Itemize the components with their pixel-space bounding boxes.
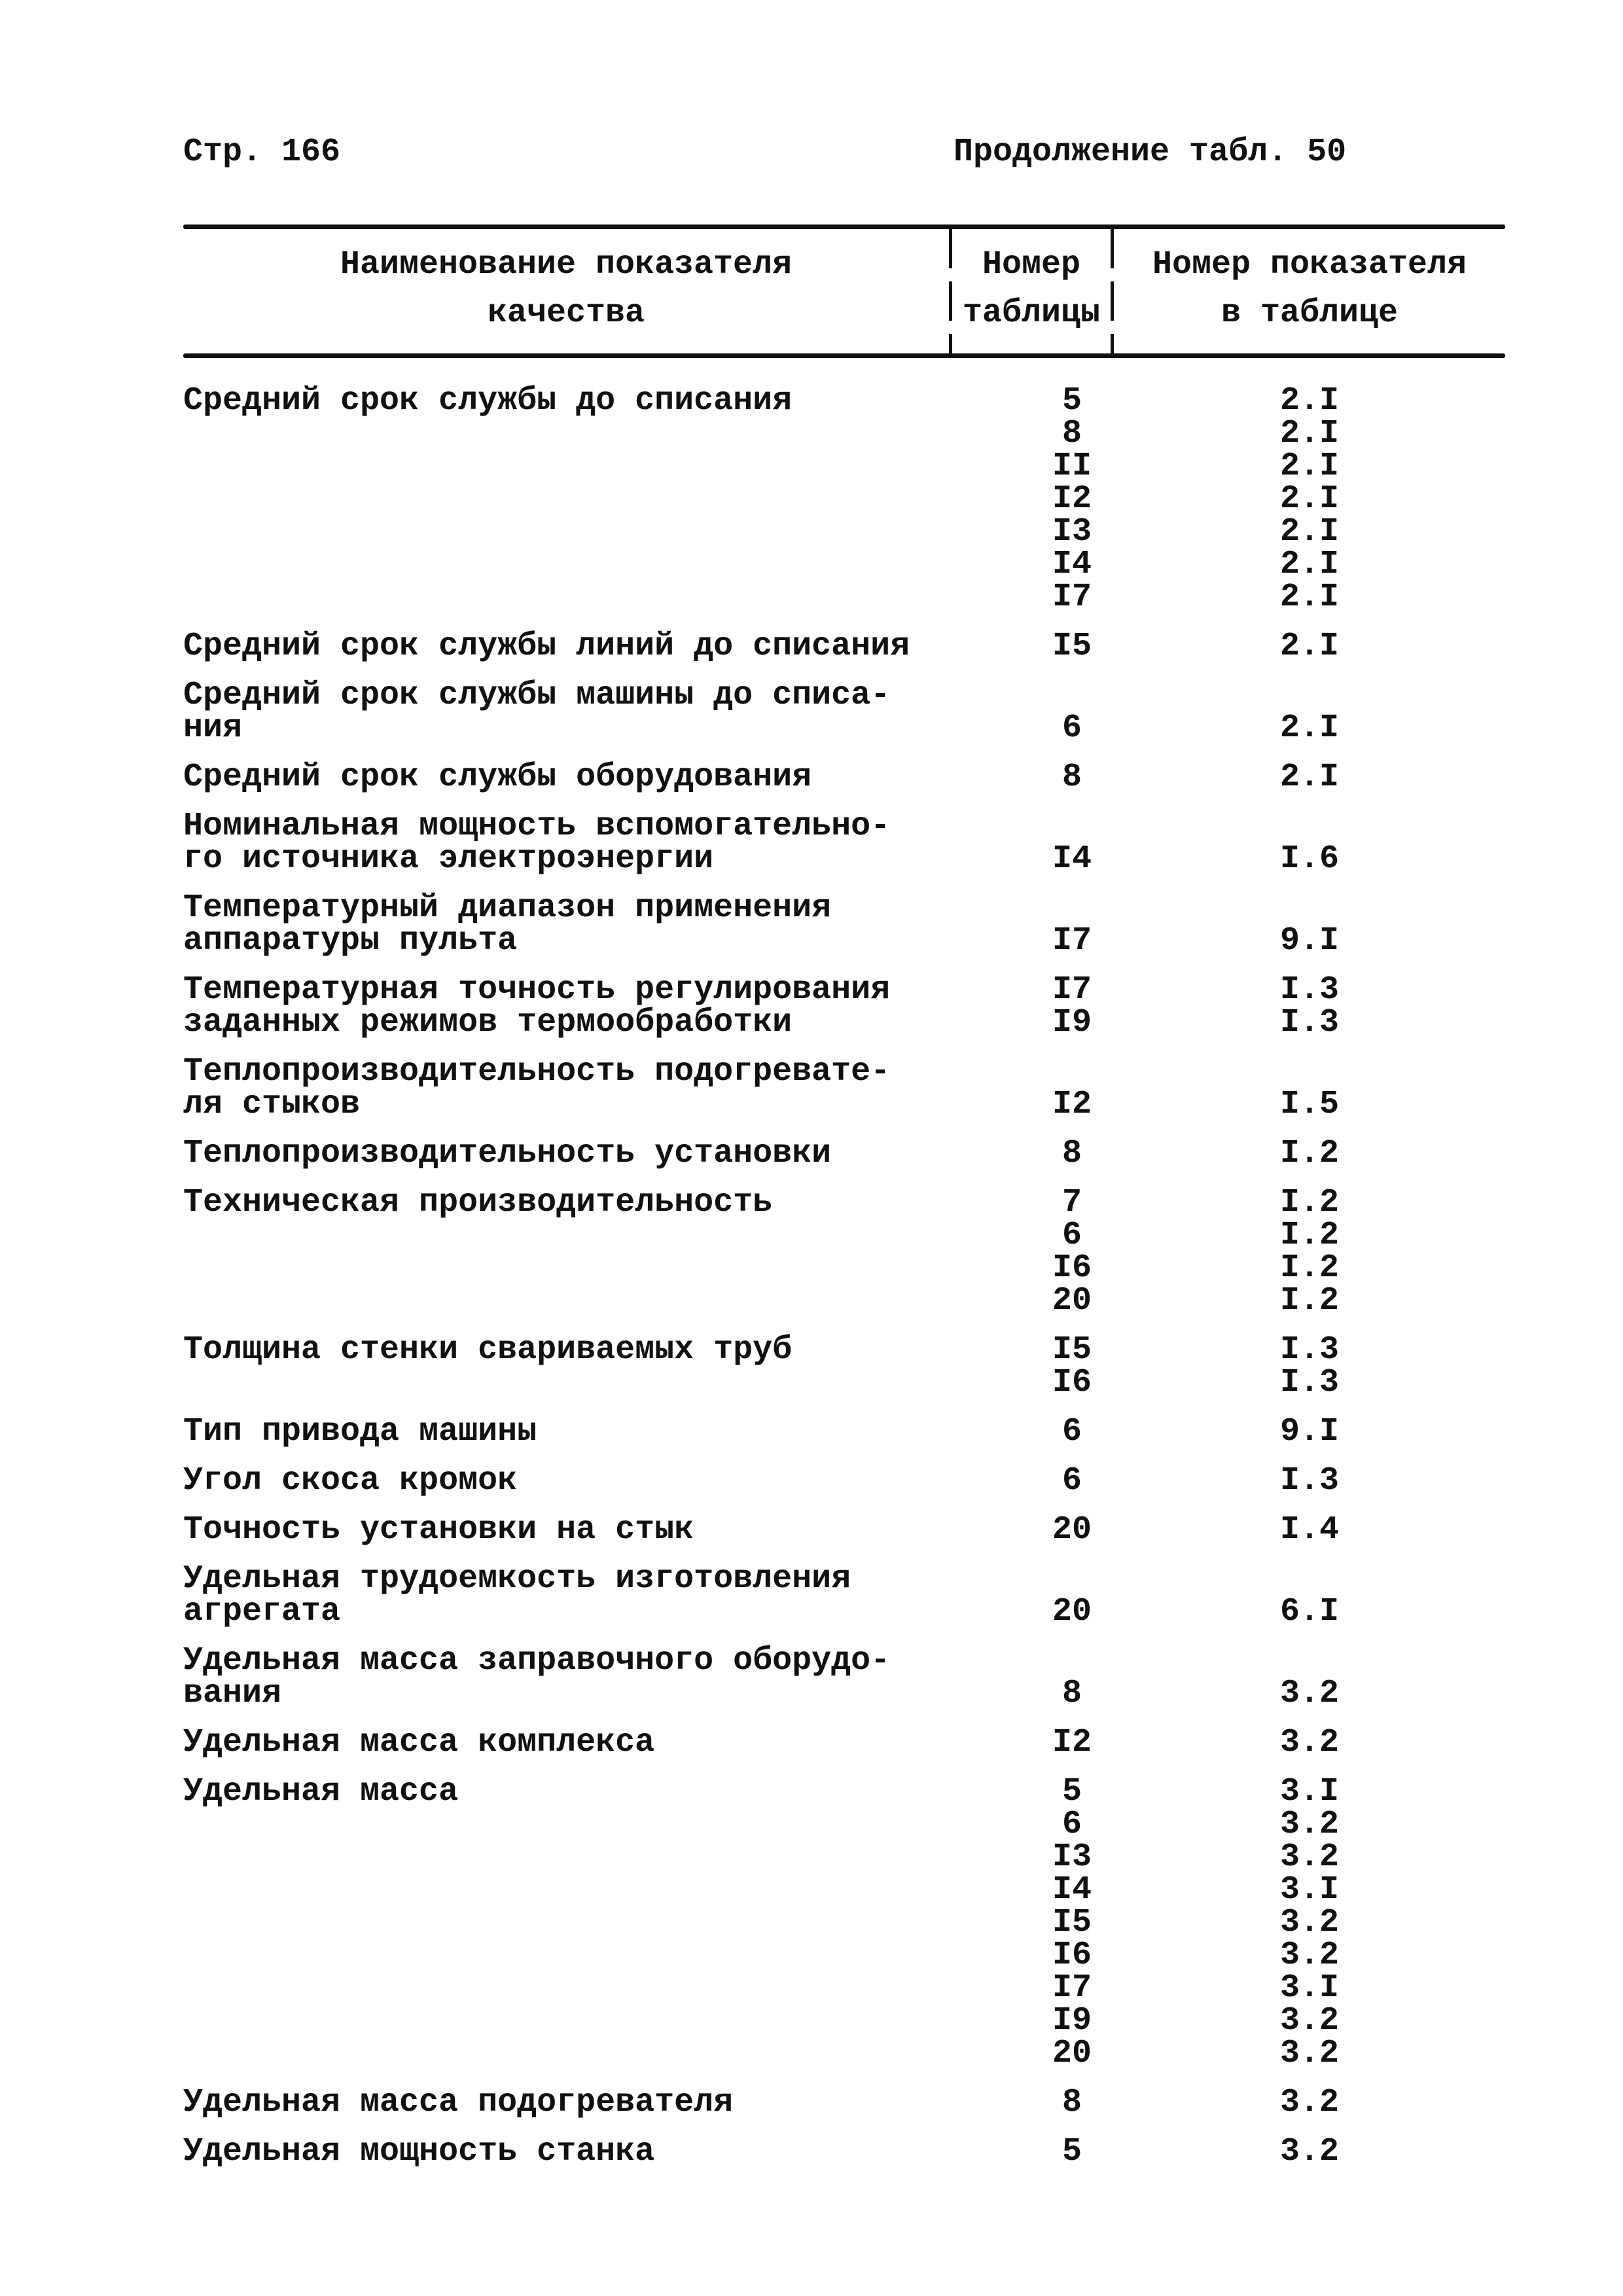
table-number: 6 — [1061, 1413, 1082, 1450]
indicator-number: I.3 — [1279, 1364, 1339, 1401]
table-number-cell — [1003, 1645, 1141, 1710]
table-number: 6 — [1061, 1806, 1082, 1843]
indicator-name: Угол скоса кромок — [183, 1462, 518, 1499]
indicator-number: 2.I — [1279, 628, 1339, 665]
indicator-number: I.2 — [1279, 1184, 1339, 1221]
table-number: 5 — [1061, 382, 1082, 420]
table-number: 7 — [1061, 1184, 1082, 1221]
table-row — [183, 630, 1505, 663]
indicator-number-cell — [1221, 1462, 1398, 1499]
indicator-number-cell — [1221, 679, 1398, 745]
indicator-number: I.6 — [1279, 840, 1339, 878]
table-number: I6 — [1052, 1249, 1092, 1287]
table-number-cell — [1003, 630, 1141, 663]
table-number-cell — [1003, 382, 1141, 616]
table-number: I7 — [1052, 971, 1092, 1009]
indicator-number: 2.I — [1279, 480, 1339, 518]
indicator-number-cell — [1221, 630, 1398, 663]
table-number: I7 — [1052, 1969, 1092, 2007]
indicator-name: Точность установки на стык — [183, 1511, 694, 1549]
table-number: I4 — [1052, 840, 1092, 878]
table-number-cell — [1003, 1462, 1141, 1499]
indicator-number-cell — [1221, 1645, 1398, 1710]
table-number-cell — [1003, 810, 1141, 876]
table-number: I4 — [1052, 546, 1092, 583]
indicator-number-cell — [1221, 1135, 1398, 1172]
indicator-number: I.2 — [1279, 1217, 1339, 1254]
table-continuation-title: Продолжение табл. 50 — [954, 134, 1347, 171]
table-number-cell — [1003, 1773, 1141, 2072]
column-header-name: Наименование показателя качества — [340, 246, 793, 332]
table-number: 20 — [1052, 1282, 1092, 1319]
indicator-number-cell — [1221, 892, 1398, 958]
indicator-number: 6.I — [1279, 1593, 1339, 1630]
indicator-name: Удельная мощность станка — [183, 2133, 655, 2170]
indicator-name: Толщина стенки свариваемых труб — [183, 1331, 793, 1369]
indicator-number-cell — [1221, 1511, 1398, 1549]
indicator-name: Средний срок службы оборудования — [183, 759, 812, 796]
indicator-number-cell — [1221, 810, 1398, 876]
table-number: 8 — [1061, 1135, 1082, 1172]
indicator-name: Удельная трудоемкость изготовления агрегата — [183, 1560, 851, 1630]
table-number-cell — [1003, 2133, 1141, 2170]
table-number: I3 — [1052, 1839, 1092, 1876]
indicator-number: 3.I — [1279, 1773, 1339, 1810]
table-number: I7 — [1052, 922, 1092, 960]
table-row — [183, 679, 1505, 745]
table-number-cell — [1003, 1563, 1141, 1628]
table-row — [183, 382, 1505, 616]
table-number-cell — [1003, 679, 1141, 745]
indicator-number-cell — [1221, 1413, 1398, 1450]
indicator-number: I.3 — [1279, 1462, 1339, 1499]
indicator-name: Теплопроизводительность подогревате- ля стыков — [183, 1053, 891, 1123]
table-number: 20 — [1052, 2035, 1092, 2072]
indicator-number: 9.I — [1279, 922, 1339, 960]
indicator-number: 2.I — [1279, 759, 1339, 796]
table-number-cell — [1003, 761, 1141, 794]
table-number: 20 — [1052, 1593, 1092, 1630]
indicator-name: Тип привода машины — [183, 1413, 537, 1450]
indicator-number: 3.2 — [1279, 2133, 1339, 2170]
table-number: II — [1052, 448, 1092, 485]
table-number: I5 — [1052, 628, 1092, 665]
indicator-name: Удельная масса подогревателя — [183, 2084, 734, 2121]
indicator-number-cell — [1221, 2084, 1398, 2121]
indicator-number: 3.2 — [1279, 1675, 1339, 1712]
table-number: I3 — [1052, 513, 1092, 550]
indicator-number: I.5 — [1279, 1086, 1339, 1123]
indicator-number: 2.I — [1279, 513, 1339, 550]
page-number: Стр. 166 — [183, 134, 341, 171]
indicator-name: Температурная точность регулирования заданных режимов термообработки — [183, 971, 891, 1041]
table-row — [183, 1413, 1505, 1450]
column-header-indicator-no: Номер показателя в таблице — [1152, 246, 1467, 332]
indicator-number: I.2 — [1279, 1249, 1339, 1287]
table-row — [183, 2084, 1505, 2121]
header-top-rule — [183, 224, 1505, 229]
indicator-number: 3.2 — [1279, 1904, 1339, 1941]
indicator-number: I.2 — [1279, 1282, 1339, 1319]
header-bottom-rule — [183, 353, 1505, 358]
table-number: I7 — [1052, 579, 1092, 616]
table-row — [183, 1773, 1505, 2072]
table-row — [183, 1642, 1505, 1712]
table-number: 8 — [1061, 2084, 1082, 2121]
indicator-number: 2.I — [1279, 448, 1339, 485]
table-number-cell — [1003, 1184, 1141, 1319]
indicator-name: Средний срок службы до списания — [183, 382, 793, 420]
indicator-number-cell — [1221, 1331, 1398, 1401]
table-row — [183, 1511, 1505, 1549]
indicator-number: 3.2 — [1279, 1724, 1339, 1761]
indicator-number-cell — [1221, 1773, 1398, 2072]
table-number: I2 — [1052, 480, 1092, 518]
column-header-table-no: Номер таблицы — [962, 246, 1101, 332]
indicator-number: I.4 — [1279, 1511, 1339, 1549]
table-number: 6 — [1061, 1217, 1082, 1254]
table-number-cell — [1003, 2084, 1141, 2121]
table-number: I9 — [1052, 2002, 1092, 2039]
table-number: 8 — [1061, 415, 1082, 452]
table-number: I9 — [1052, 1004, 1092, 1041]
table-number-cell — [1003, 892, 1141, 958]
indicator-name: Удельная масса — [183, 1773, 459, 1810]
indicator-number: I.3 — [1279, 1331, 1339, 1369]
table-number-cell — [1003, 971, 1141, 1041]
table-number: I6 — [1052, 1937, 1092, 1974]
table-row — [183, 1560, 1505, 1630]
table-row — [183, 2133, 1505, 2170]
indicator-number-cell — [1221, 2133, 1398, 2170]
indicator-number: 3.2 — [1279, 1937, 1339, 1974]
indicator-number: 3.2 — [1279, 1839, 1339, 1876]
table-number: I2 — [1052, 1086, 1092, 1123]
indicator-name: Средний срок службы машины до списа- ния — [183, 677, 891, 747]
table-number: 20 — [1052, 1511, 1092, 1549]
table-row — [183, 1053, 1505, 1123]
table-number-cell — [1003, 1511, 1141, 1549]
table-number-cell — [1003, 1135, 1141, 1172]
indicator-number: 3.2 — [1279, 1806, 1339, 1843]
table-number-cell — [1003, 1056, 1141, 1121]
table-row — [183, 810, 1505, 876]
table-row — [183, 1331, 1505, 1401]
table-number: I4 — [1052, 1871, 1092, 1909]
table-number: I6 — [1052, 1364, 1092, 1401]
table-body — [183, 382, 1505, 2185]
indicator-name: Теплопроизводительность установки — [183, 1135, 832, 1172]
indicator-number: 9.I — [1279, 1413, 1339, 1450]
indicator-name: Удельная масса комплекса — [183, 1724, 655, 1761]
table-number: I5 — [1052, 1904, 1092, 1941]
indicator-name: Удельная масса заправочного оборудо- вания — [183, 1642, 891, 1712]
table-number-cell — [1003, 1331, 1141, 1401]
indicator-number: 2.I — [1279, 709, 1339, 747]
table-number-cell — [1003, 1724, 1141, 1761]
indicator-number-cell — [1221, 1184, 1398, 1319]
indicator-number: 2.I — [1279, 579, 1339, 616]
table-row — [183, 1724, 1505, 1761]
indicator-number-cell — [1221, 971, 1398, 1041]
indicator-number: I.3 — [1279, 971, 1339, 1009]
table-number: 5 — [1061, 2133, 1082, 2170]
indicator-number: 3.2 — [1279, 2084, 1339, 2121]
table-number: 6 — [1061, 709, 1082, 747]
indicator-number: 2.I — [1279, 382, 1339, 420]
table-number: 6 — [1061, 1462, 1082, 1499]
table-number: 8 — [1061, 759, 1082, 796]
indicator-number: I.3 — [1279, 1004, 1339, 1041]
indicator-number: 3.2 — [1279, 2002, 1339, 2039]
indicator-number: 2.I — [1279, 415, 1339, 452]
indicator-name: Средний срок службы линий до списания — [183, 628, 910, 665]
table-number-cell — [1003, 1413, 1141, 1450]
table-row — [183, 761, 1505, 794]
indicator-name: Номинальная мощность вспомогательно- го источника электроэнергии — [183, 808, 891, 878]
indicator-number-cell — [1221, 1056, 1398, 1121]
table-row — [183, 971, 1505, 1041]
indicator-number-cell — [1221, 382, 1398, 616]
indicator-number: I.2 — [1279, 1135, 1339, 1172]
table-number: I5 — [1052, 1331, 1092, 1369]
table-number: I2 — [1052, 1724, 1092, 1761]
indicator-number: 3.I — [1279, 1969, 1339, 2007]
table-number: 8 — [1061, 1675, 1082, 1712]
table-row — [183, 1184, 1505, 1319]
indicator-number-cell — [1221, 1724, 1398, 1761]
indicator-number: 3.I — [1279, 1871, 1339, 1909]
indicator-name: Температурный диапазон применения аппаратуры пульта — [183, 889, 832, 960]
table-number: 5 — [1061, 1773, 1082, 1810]
indicator-name: Техническая производительность — [183, 1184, 773, 1221]
indicator-number: 2.I — [1279, 546, 1339, 583]
table-row — [183, 1462, 1505, 1499]
indicator-number-cell — [1221, 761, 1398, 794]
table-row — [183, 1135, 1505, 1172]
indicator-number: 3.2 — [1279, 2035, 1339, 2072]
indicator-number-cell — [1221, 1563, 1398, 1628]
table-row — [183, 889, 1505, 960]
